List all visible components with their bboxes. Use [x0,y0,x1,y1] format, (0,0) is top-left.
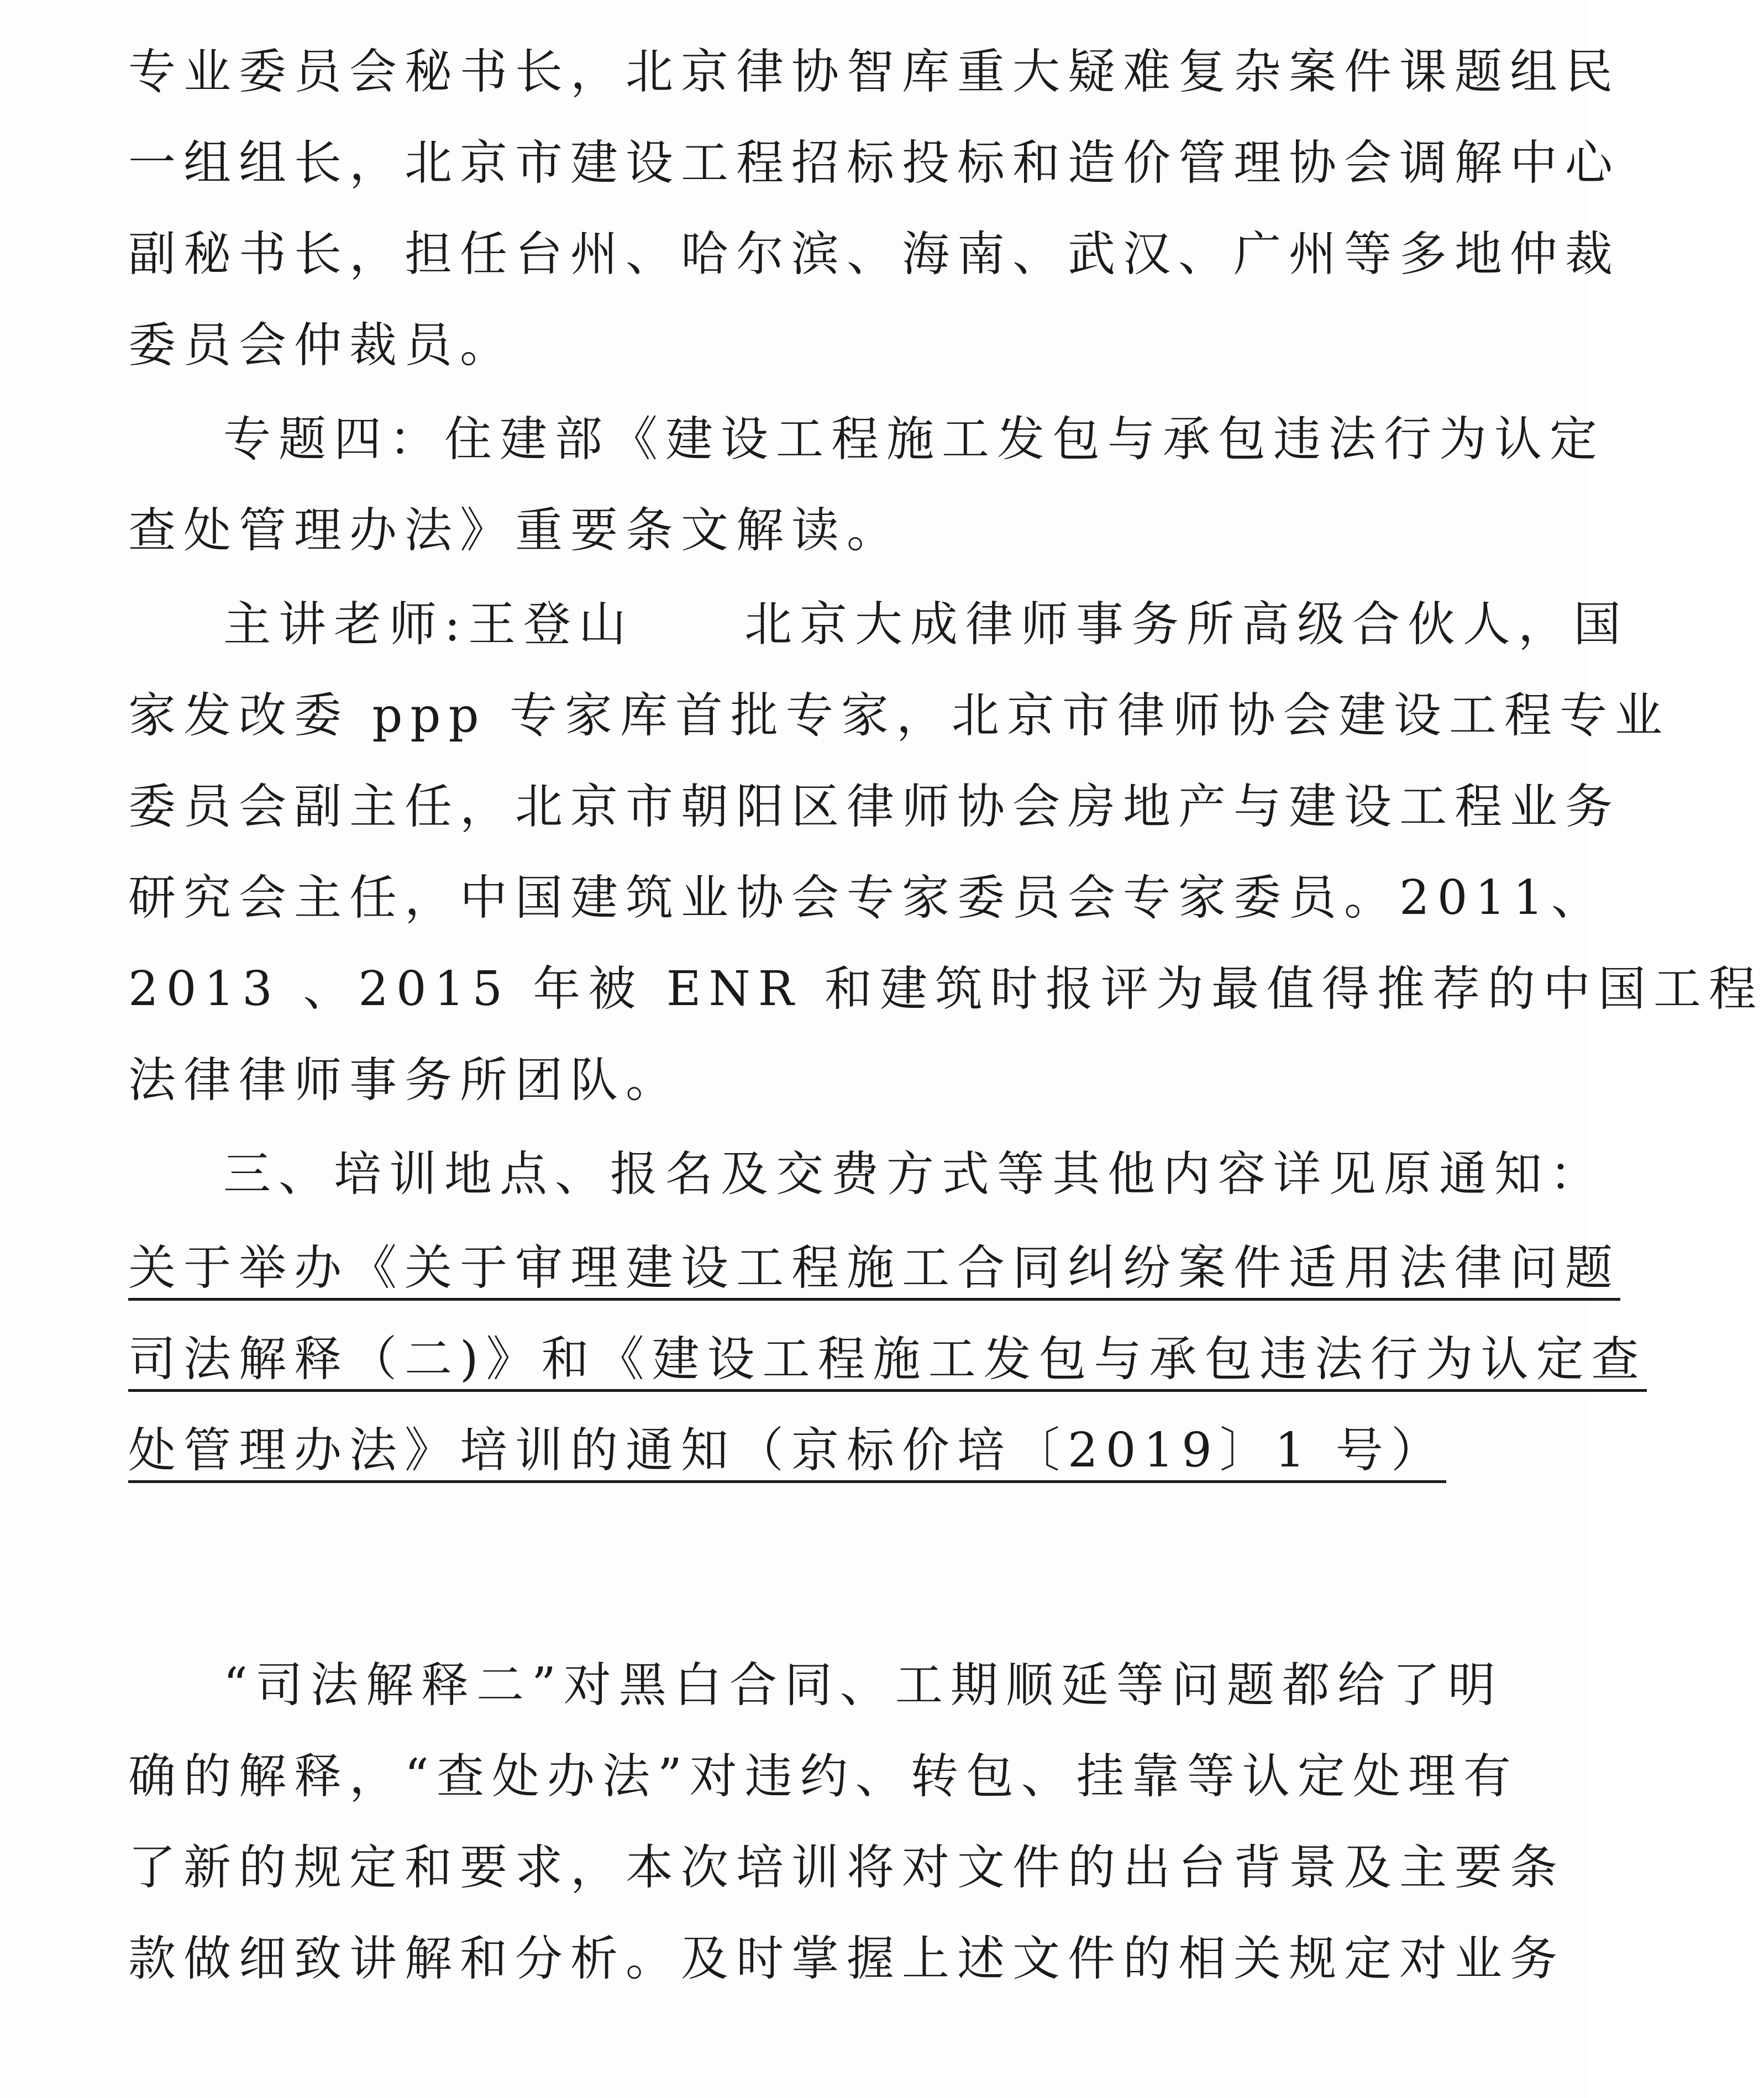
notice-link-line[interactable]: 处管理办法》培训的通知（京标价培〔2019〕1 号） [128,1423,1446,1483]
paragraph-line: 一组组长，北京市建设工程招标投标和造价管理协会调解中心 [128,135,1620,191]
paragraph-line: 查处管理办法》重要条文解读。 [128,503,902,558]
summary-line: 款做细致讲解和分析。及时掌握上述文件的相关规定对业务 [128,1931,1565,1986]
paragraph-line: 专业委员会秘书长，北京律协智库重大疑难复杂案件课题组民 [128,44,1620,99]
paragraph-line: 研究会主任，中国建筑业协会专家委员会专家委员。2011、 [128,870,1607,926]
paragraph-line: 法律律师事务所团队。 [128,1053,681,1108]
summary-line: “司法解释二”对黑白合同、工期顺延等问题都给了明 [223,1658,1503,1713]
paragraph-line: 家发改委 ppp 专家库首批专家，北京市律师协会建设工程专业 [128,688,1670,743]
paragraph-line: 副秘书长，担任台州、哈尔滨、海南、武汉、广州等多地仲裁 [128,227,1620,282]
summary-line: 确的解释，“查处办法”对违约、转包、挂靠等认定处理有 [128,1749,1519,1804]
paragraph-line: 委员会副主任，北京市朝阳区律师协会房地产与建设工程业务 [128,779,1620,834]
summary-line: 了新的规定和要求，本次培训将对文件的出台背景及主要条 [128,1840,1565,1895]
notice-link-line[interactable]: 司法解释（二)》和《建设工程施工发包与承包违法行为认定查 [128,1332,1647,1392]
paragraph-line: 委员会仲裁员。 [128,318,515,373]
paragraph-line: 2013 、2015 年被 ENR 和建筑时报评为最值得推荐的中国工程 [128,961,1764,1017]
notice-link-line[interactable]: 关于举办《关于审理建设工程施工合同纠纷案件适用法律问题 [128,1240,1620,1301]
lecturer-line: 主讲老师:王登山 北京大成律师事务所高级合伙人，国 [223,597,1629,652]
topic-four-heading: 专题四：住建部《建设工程施工发包与承包违法行为认定 [223,412,1605,467]
section-three-heading: 三、培训地点、报名及交费方式等其他内容详见原通知： [223,1147,1605,1202]
